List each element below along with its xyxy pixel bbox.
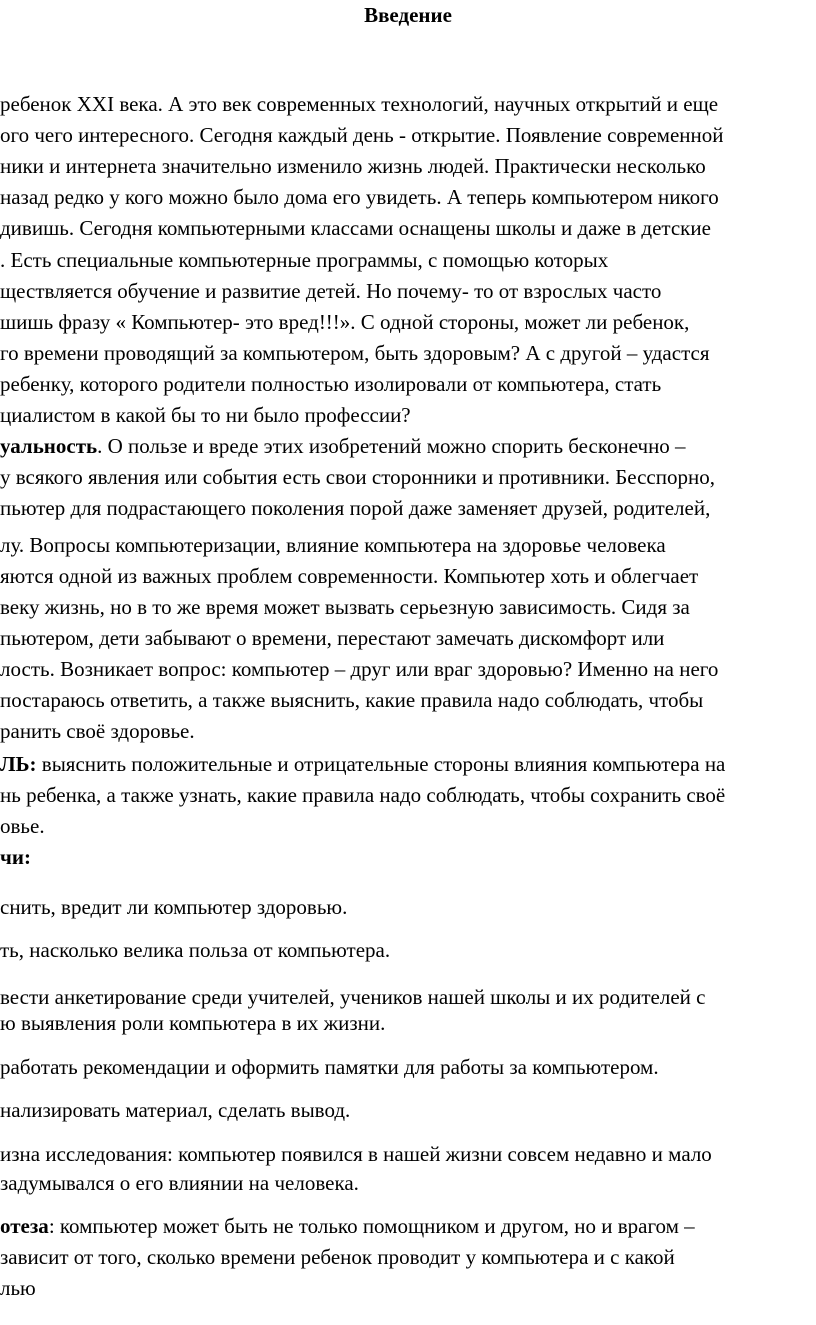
text-line: нь ребенка, а также узнать, какие правила надо соблюдать, чтобы сохранить своё — [0, 783, 726, 807]
relevance-text: . О пользе и вреде этих изобретений можно спорить бесконечно – — [97, 434, 686, 458]
hypothesis-text: : компьютер может быть не только помощником и другом, но и врагом – — [48, 1214, 695, 1238]
text-line: ребенку, которого родители полностью изолировали от компьютера, стать — [0, 372, 662, 396]
text-line: циалистом в какой бы то ни было профессии? — [0, 403, 411, 427]
text-line: лу. Вопросы компьютеризации, влияние компьютера на здоровье человека — [0, 533, 666, 557]
text-line: зависит от того, сколько времени ребенок проводит у компьютера и с какой — [0, 1245, 675, 1269]
hypothesis-first-line — [0, 1212, 816, 1240]
text-line: ребенок XXI века. А это век современных технологий, научных открытий и еще — [0, 92, 719, 116]
goal-first-line — [0, 750, 816, 778]
task-item: снить, вредит ли компьютер здоровью. — [0, 895, 348, 919]
text-line: го времени проводящий за компьютером, быть здоровым? А с другой – удастся — [0, 341, 710, 365]
task-item: ть, насколько велика польза от компьютера. — [0, 938, 391, 962]
text-line: задумывался о его влиянии на человека. — [0, 1171, 359, 1195]
text-line: лью — [0, 1276, 36, 1300]
task-item: нализировать материал, сделать вывод. — [0, 1098, 351, 1122]
text-line: пьютером, дети забывают о времени, перестают замечать дискомфорт или — [0, 626, 665, 650]
text-line: овье. — [0, 814, 45, 838]
relevance-first-line — [0, 432, 816, 460]
text-line: ого чего интересного. Сегодня каждый день - открытие. Появление современной — [0, 123, 724, 147]
task-item: ю выявления роли компьютера в их жизни. — [0, 1011, 386, 1035]
goal-label: ЛЬ: — [0, 752, 37, 776]
text-line: лость. Возникает вопрос: компьютер – друг или враг здоровью? Именно на него — [0, 657, 719, 681]
page-title: Введение — [364, 3, 452, 27]
text-line: шишь фразу « Компьютер- это вред!!!». С одной стороны, может ли ребенок, — [0, 310, 690, 334]
text-line: . Есть специальные компьютерные программы, с помощью которых — [0, 248, 609, 272]
text-line: пьютер для подрастающего поколения порой даже заменяет друзей, родителей, — [0, 496, 711, 520]
tasks-heading: чи: — [0, 845, 31, 869]
relevance-label: уальность — [0, 434, 98, 458]
task-item: вести анкетирование среди учителей, учеников нашей школы и их родителей с — [0, 985, 706, 1009]
text-line: ники и интернета значительно изменило жизнь людей. Практически несколько — [0, 154, 706, 178]
text-line: ранить своё здоровье. — [0, 719, 195, 743]
text-line: изна исследования: компьютер появился в нашей жизни совсем недавно и мало — [0, 1142, 712, 1166]
text-line: у всякого явления или события есть свои сторонники и противники. Бесспорно, — [0, 465, 715, 489]
text-line: яются одной из важных проблем современности. Компьютер хоть и облегчает — [0, 564, 699, 588]
task-item: работать рекомендации и оформить памятки для работы за компьютером. — [0, 1055, 659, 1079]
text-line: назад редко у кого можно было дома его увидеть. А теперь компьютером никого — [0, 185, 719, 209]
hypothesis-label: отеза — [0, 1214, 49, 1238]
text-line: дивишь. Сегодня компьютерными классами оснащены школы и даже в детские — [0, 216, 711, 240]
text-line: постараюсь ответить, а также выяснить, какие правила надо соблюдать, чтобы — [0, 688, 704, 712]
text-line: ществляется обучение и развитие детей. Но почему- то от взрослых часто — [0, 279, 662, 303]
text-line: веку жизнь, но в то же время может вызвать серьезную зависимость. Сидя за — [0, 595, 690, 619]
goal-text: выяснить положительные и отрицательные стороны влияния компьютера на — [36, 752, 726, 776]
